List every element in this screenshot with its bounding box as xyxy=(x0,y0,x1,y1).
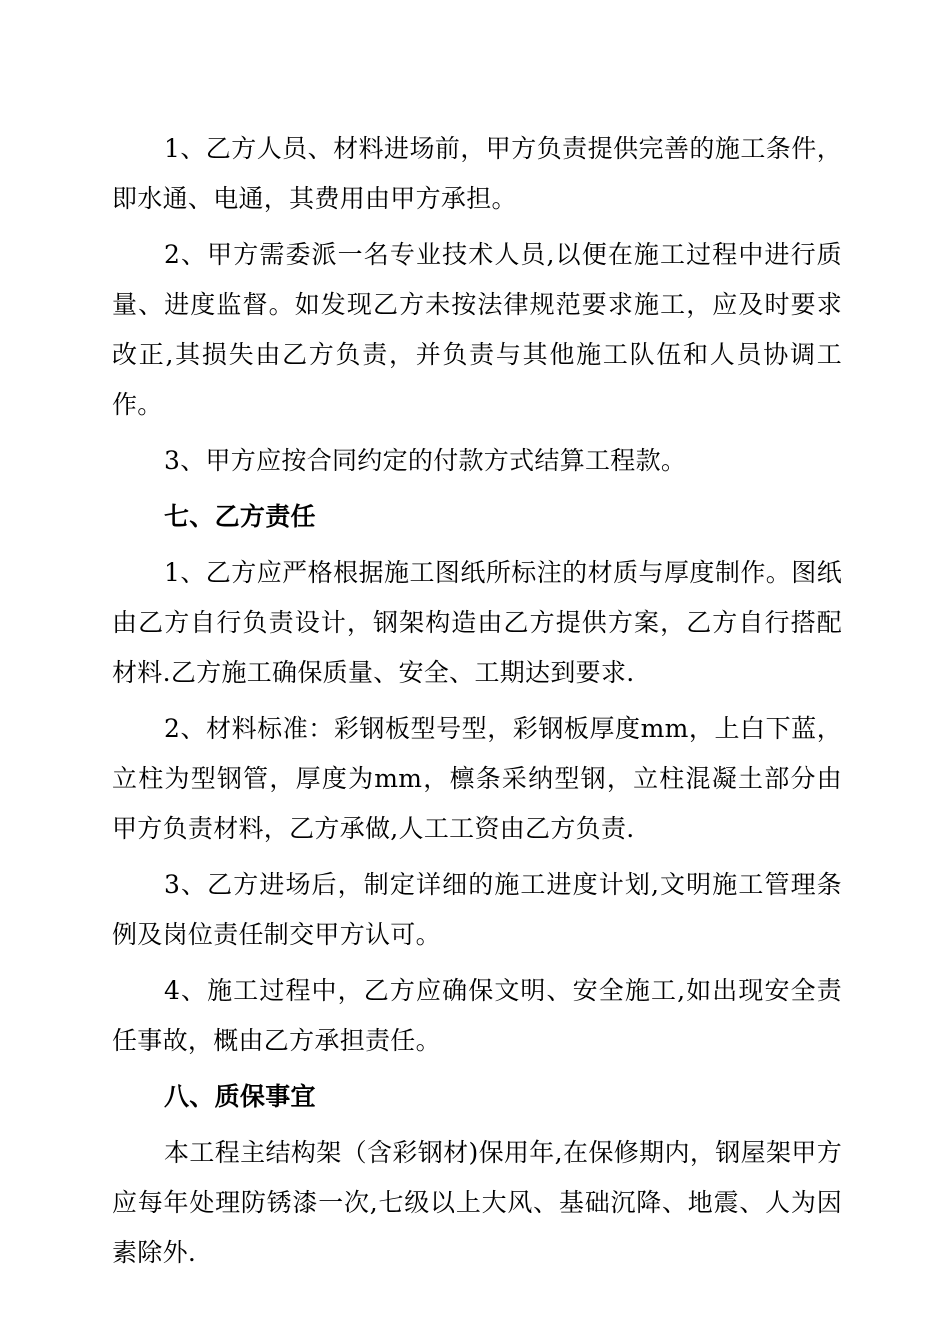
paragraph-warranty: 本工程主结构架（含彩钢材)保用年,在保修期内，钢屋架甲方应每年处理防锈漆一次,七级以上大风、基础沉降、地震、人为因素除外. xyxy=(112,1138,842,1267)
section-heading-warranty: 八、质保事宜 xyxy=(164,1082,316,1111)
section-heading-party-b: 七、乙方责任 xyxy=(164,502,316,531)
paragraph-party-a-1: 1、乙方人员、材料进场前，甲方负责提供完善的施工条件，即水通、电通，其费用由甲方承担。 xyxy=(112,134,842,213)
document-page xyxy=(112,124,842,1278)
paragraph-party-b-3: 3、乙方进场后，制定详细的施工进度计划,文明施工管理条例及岗位责任制交甲方认可。 xyxy=(112,870,842,949)
paragraph-party-a-3: 3、甲方应按合同约定的付款方式结算工程款。 xyxy=(164,446,687,475)
paragraph-party-b-1: 1、乙方应严格根据施工图纸所标注的材质与厚度制作。图纸由乙方自行负责设计，钢架构造由乙方提供方案，乙方自行搭配材料.乙方施工确保质量、安全、工期达到要求. xyxy=(112,558,842,687)
paragraph-party-a-2: 2、甲方需委派一名专业技术人员,以便在施工过程中进行质量、进度监督。如发现乙方未按法律规范要求施工，应及时要求改正,其损失由乙方负责，并负责与其他施工队伍和人员协调工作。 xyxy=(112,240,842,419)
paragraph-party-b-4: 4、施工过程中，乙方应确保文明、安全施工,如出现安全责任事故，概由乙方承担责任。 xyxy=(112,976,842,1055)
paragraph-party-b-2: 2、材料标准：彩钢板型号型，彩钢板厚度mm，上白下蓝，立柱为型钢管，厚度为mm，檩条采纳型钢，立柱混凝土部分由甲方负责材料，乙方承做,人工工资由乙方负责. xyxy=(112,714,842,843)
